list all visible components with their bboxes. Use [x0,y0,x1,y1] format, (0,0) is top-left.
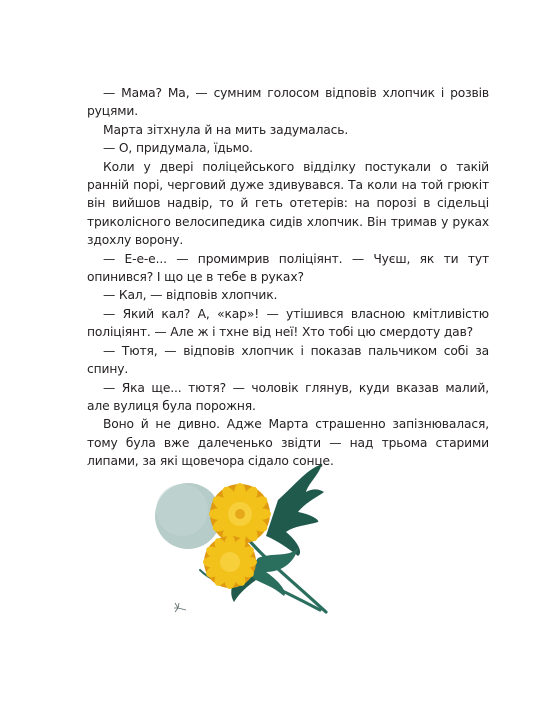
paragraph: — Е-е-е... — промимрив поліціянт. — Чуєш, як ти тут опинився? І що це в тебе в руках? [87,251,489,285]
paragraph: Коли у двері поліцейського відділку постукали о такій ранній порі, черговий дуже здивувався. Та коли на той грюкіт він вийшов надвір, то й геть отетерів: на порозі в сідельці триколісного велосипедика сидів хлопчик. Він тримав у руках здохлу ворону. [87,159,489,248]
story-text [87,84,489,471]
leaf-shape [248,548,298,596]
dandelion-illustration [148,462,334,622]
paragraph: — Кал, — відповів хлопчик. [103,288,278,303]
paragraph: — Мама? Ма, — сумним голосом відповів хлопчик і розвів руцями. [87,86,489,119]
paragraph: — Яка ще... тютя? — чоловік глянув, куди вказав малий, але вулиця була порожня. [87,380,489,413]
dandelion-seed [174,603,186,612]
paragraph: Воно й не дивно. Адже Марта страшенно запізнювалася, тому була вже далеченько звідти — над трьома старими липами, за які щовечора сідало сонце. [87,417,489,469]
paragraph: — О, придумала, їдьмо. [103,141,253,156]
paragraph: — Тютя, — відповів хлопчик і показав пальчиком собі за спину. [87,343,489,377]
dandelion-flower [209,483,271,545]
paragraph: Марта зітхнула й на мить задумалась. [103,122,349,137]
leaf-shape [266,464,324,556]
paragraph: — Який кал? А, «кар»! — утішився власною кмітливістю поліціянт. — Але ж і тхне від неї! Хто тобі цю смердоту дав? [87,306,489,340]
